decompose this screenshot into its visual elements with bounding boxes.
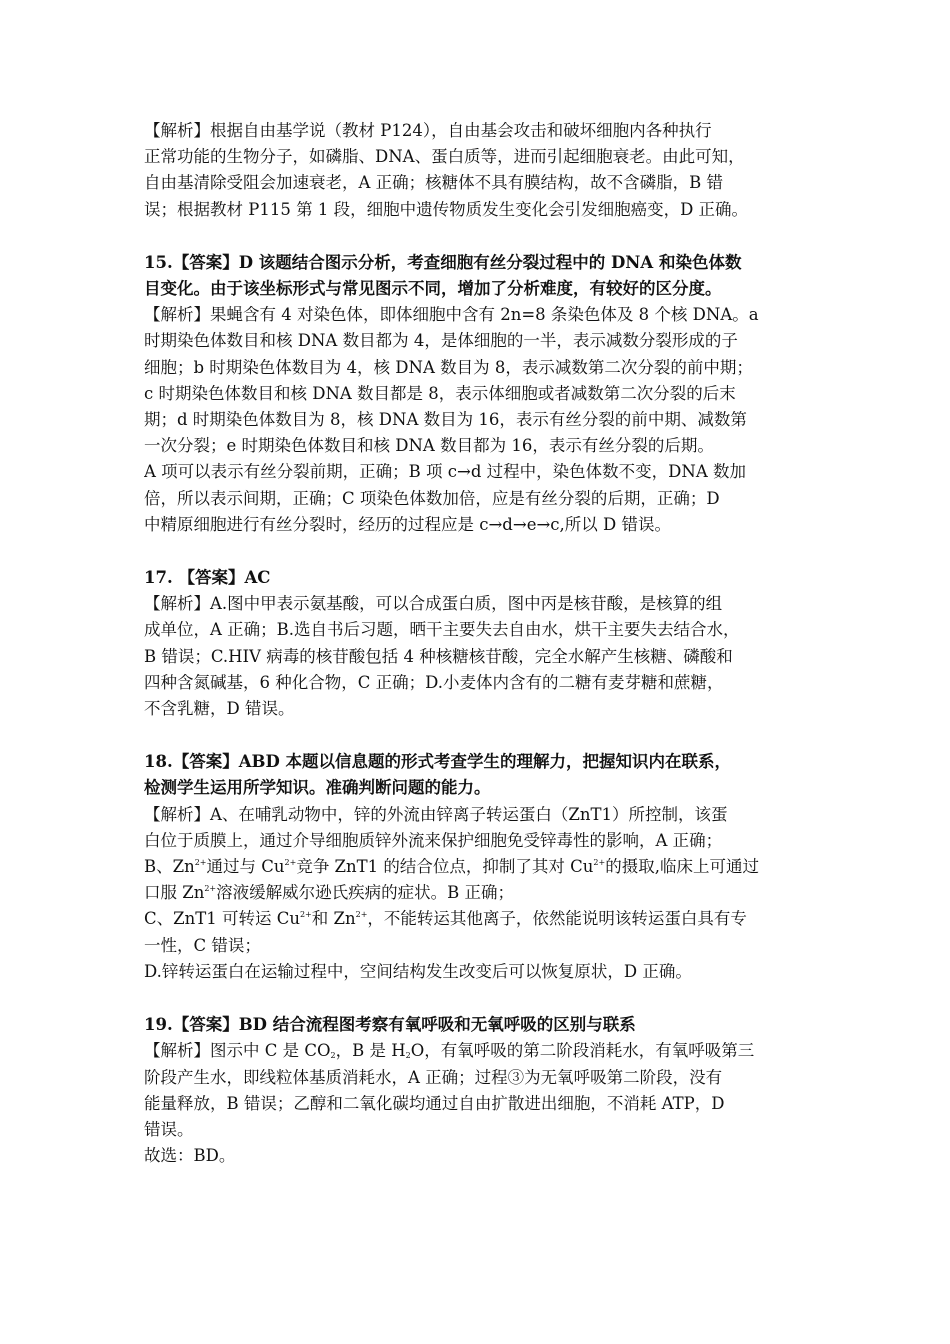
text-line: 能量释放，B 错误；乙醇和二氧化碳均通过自由扩散进出细胞，不消耗 ATP，D: [144, 1093, 725, 1113]
text-line: 一次分裂；e 时期染色体数目和核 DNA 数目都为 16，表示有丝分裂的后期。: [144, 436, 714, 456]
q19-answer-heading: 19.【答案】BD 结合流程图考察有氧呼吸和无氧呼吸的区别与联系: [144, 1015, 636, 1035]
text-line: c 时期染色体数目和核 DNA 数目都是 8，表示体细胞或者减数第二次分裂的后末: [144, 383, 736, 403]
subscript: 2: [405, 1051, 411, 1061]
q14-explanation: [144, 118, 820, 223]
text-line: 成单位，A 正确；B.选自书后习题，晒干主要失去自由水，烘干主要失去结合水，: [144, 620, 740, 640]
text-line: 白位于质膜上，通过介导细胞质锌外流来保护细胞免受锌毒性的影响，A 正确；: [144, 830, 723, 850]
subscript: 2: [330, 1051, 336, 1061]
text-line: [144, 906, 820, 932]
text-line: 故选：BD。: [144, 1146, 236, 1166]
text-span: C、ZnT1 可转运 Cu: [144, 909, 300, 929]
q19-section: [144, 1012, 820, 1169]
text-line: 阶段产生水，即线粒体基质消耗水，A 正确；过程③为无氧呼吸第二阶段，没有: [144, 1067, 723, 1087]
superscript: 2+: [593, 858, 606, 868]
text-line: 【解析】根据自由基学说（教材 P124），自由基会攻击和破坏细胞内各种执行: [144, 121, 712, 140]
text-line: [144, 1038, 820, 1064]
text-line: 细胞；b 时期染色体数目为 4，核 DNA 数目为 8，表示减数第二次分裂的前中期；: [144, 357, 753, 377]
text-line: 四种含氮碱基，6 种化合物，C 正确；D.小麦体内含有的二糖有麦芽糖和蔗糖，: [144, 672, 724, 692]
superscript: 2+: [299, 910, 312, 920]
text-span: ，不能转运其他离子，依然能说明该转运蛋白具有专: [367, 909, 747, 929]
text-line: 不含乳糖，D 错误。: [144, 699, 295, 719]
q15-answer-heading: 15.【答案】D 该题结合图示分析，考查细胞有丝分裂过程中的 DNA 和染色体数: [144, 252, 742, 272]
text-span: B、Zn: [144, 857, 195, 877]
text-line: 【解析】A.图中甲表示氨基酸，可以合成蛋白质，图中丙是核苷酸，是核算的组: [144, 594, 723, 614]
text-line: 正常功能的生物分子，如磷脂、DNA、蛋白质等，进而引起细胞衰老。由此可知，: [144, 147, 745, 167]
superscript: 2+: [194, 858, 207, 868]
text-span: 溶液缓解威尔逊氏疾病的症状。B 正确；: [216, 883, 515, 903]
text-span: 通过与 Cu: [206, 857, 285, 877]
text-span: 竞争 ZnT1 的结合位点，抑制了其对 Cu: [296, 857, 594, 877]
text-line: 误；根据教材 P115 第 1 段，细胞中遗传物质发生变化会引发细胞癌变，D 正确。: [144, 199, 749, 219]
text-line: 期；d 时期染色体数目为 8，核 DNA 数目为 16，表示有丝分裂的前中期、减数第: [144, 410, 747, 430]
text-line: B 错误；C.HIV 病毒的核苷酸包括 4 种核糖核苷酸，完全水解产生核糖、磷酸和: [144, 646, 733, 666]
text-line: 时期染色体数目和核 DNA 数目都为 4，是体细胞的一半，表示减数分裂形成的子: [144, 331, 738, 351]
superscript: 2+: [355, 910, 368, 920]
text-line: 错误。: [144, 1119, 194, 1139]
text-line: 倍，所以表示间期，正确；C 项染色体数加倍，应是有丝分裂的后期，正确；D: [144, 488, 720, 508]
text-line: [144, 854, 820, 880]
q18-answer-heading: 检测学生运用所学知识。准确判断问题的能力。: [144, 778, 491, 798]
q15-section: [144, 250, 820, 538]
text-line: 一性，C 错误；: [144, 935, 261, 955]
q18-answer-heading: 18.【答案】ABD 本题以信息题的形式考查学生的理解力，把握知识内在联系，: [144, 752, 732, 772]
text-line: [144, 880, 820, 906]
text-line: 自由基清除受阻会加速衰老，A 正确；核糖体不具有膜结构，故不含磷脂，B 错: [144, 173, 724, 193]
text-line: A 项可以表示有丝分裂前期，正确；B 项 c→d 过程中，染色体数不变，DNA 数加: [144, 462, 746, 482]
q17-section: [144, 565, 820, 722]
text-line: 中精原细胞进行有丝分裂时，经历的过程应是 c→d→e→c,所以 D 错误。: [144, 514, 671, 534]
text-line: 【解析】A、在哺乳动物中，锌的外流由锌离子转运蛋白（ZnT1）所控制，该蛋: [144, 804, 728, 824]
answer-page: [144, 118, 820, 1169]
q17-answer-heading: 17. 【答案】AC: [144, 568, 271, 588]
text-span: 和 Zn: [311, 909, 356, 929]
q18-section: [144, 749, 820, 985]
q15-answer-heading: 目变化。由于该坐标形式与常见图示不同，增加了分析难度，有较好的区分度。: [144, 279, 722, 299]
text-span: O，有氧呼吸的第二阶段消耗水，有氧呼吸第三: [410, 1041, 755, 1061]
text-span: 的摄取,临床上可通过: [605, 857, 759, 877]
text-line: D.锌转运蛋白在运输过程中，空间结构发生改变后可以恢复原状，D 正确。: [144, 961, 692, 981]
text-span: ，B 是 H: [335, 1041, 406, 1061]
superscript: 2+: [284, 858, 297, 868]
superscript: 2+: [204, 884, 217, 894]
text-span: 【解析】图示中 C 是 CO: [144, 1041, 331, 1061]
text-line: 【解析】果蝇含有 4 对染色体，即体细胞中含有 2n=8 条染色体及 8 个核 DNA。a: [144, 305, 759, 325]
text-span: 口服 Zn: [144, 883, 205, 903]
